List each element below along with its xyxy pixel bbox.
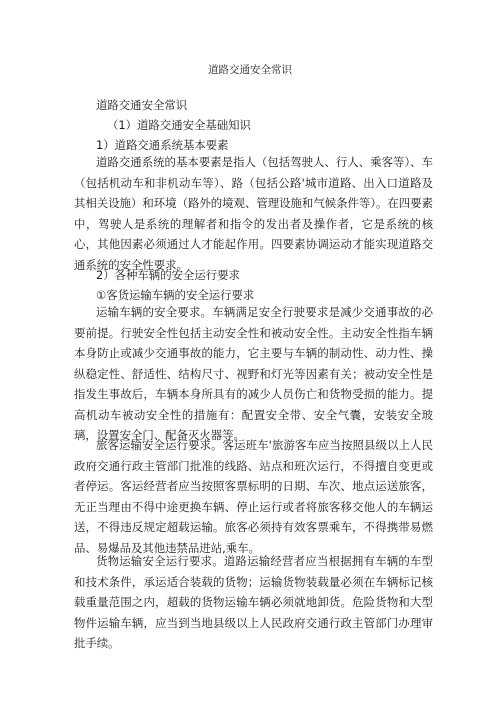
document-title: 道路交通安全常识: [208, 64, 292, 76]
paragraph: 货物运输安全运行要求。道路运输经营者应当根据拥有车辆的车型和技术条件，承运适合装载的货物；运输货物装载量必须在车辆标记核载重量范围之内，超载的货物运输车辆必须就地卸货。危险货物和大型物件运输车辆，应当到当地县级以上人民政府交通行政主管部门办理审批手续。: [74, 554, 433, 650]
subsection-heading: ①客货运输车辆的安全运行要求: [96, 288, 255, 302]
paragraph: 旅客运输安全运行要求。客运班车'旅游客车应当按照县级以上人民政府交通行政主管部门批准的线路、站点和班次运行，不得擅自变更或者停运。客运经营者应当按照客票标明的日期、车次、地点运送旅客，无正当理由不得中途更换车辆、停止运行或者将旅客移交他人的车辆运送，不得违反规定超载运输。旅客必须持有效客票乘车，不得携带易燃品、易爆品及其他违禁品进站,乘车。: [74, 438, 433, 555]
paragraph: 运输车辆的安全要求。车辆满足安全行驶要求是减少交通事故的必要前提。行驶安全性包括主动安全性和被动安全性。主动安全性指车辆本身防止或减少交通事故的能力，它主要与车辆的制动性、动力性、操纵稳定性、舒适性、结构尺寸、视野和灯光等因素有关；被动安全性是指发生事故后，车辆本身所具有的减少人员伤亡和货物受损的能力。提高机动车被动安全性的措施有：配置安全带、安全气囊，安装安全玻璃，设置安全门、配备灭火器等。: [74, 305, 433, 442]
paragraph: 道路交通系统的基本要素是指人（包括驾驶人、行人、乘客等）、车（包括机动车和非机动车等）、路（包括公路'城市道路、出入口道路及其相关设施）和环境（路外的境观、管理设施和气候条件等）。在四要素中，驾驶人是系统的理解者和指令的发出者及操作者，它是系统的核心，其他因素必须通过人才能起作用。四要素协调运动才能实现道路交通系统的安全性要求。: [74, 155, 433, 272]
subsection-heading: 2）各种车辆的安全运行要求: [96, 268, 240, 282]
subsection-heading: 1）道路交通系统基本要素: [96, 138, 229, 152]
section-heading: 道路交通安全常识: [96, 98, 188, 112]
subsection-heading: （1）道路交通安全基础知识: [107, 118, 251, 132]
